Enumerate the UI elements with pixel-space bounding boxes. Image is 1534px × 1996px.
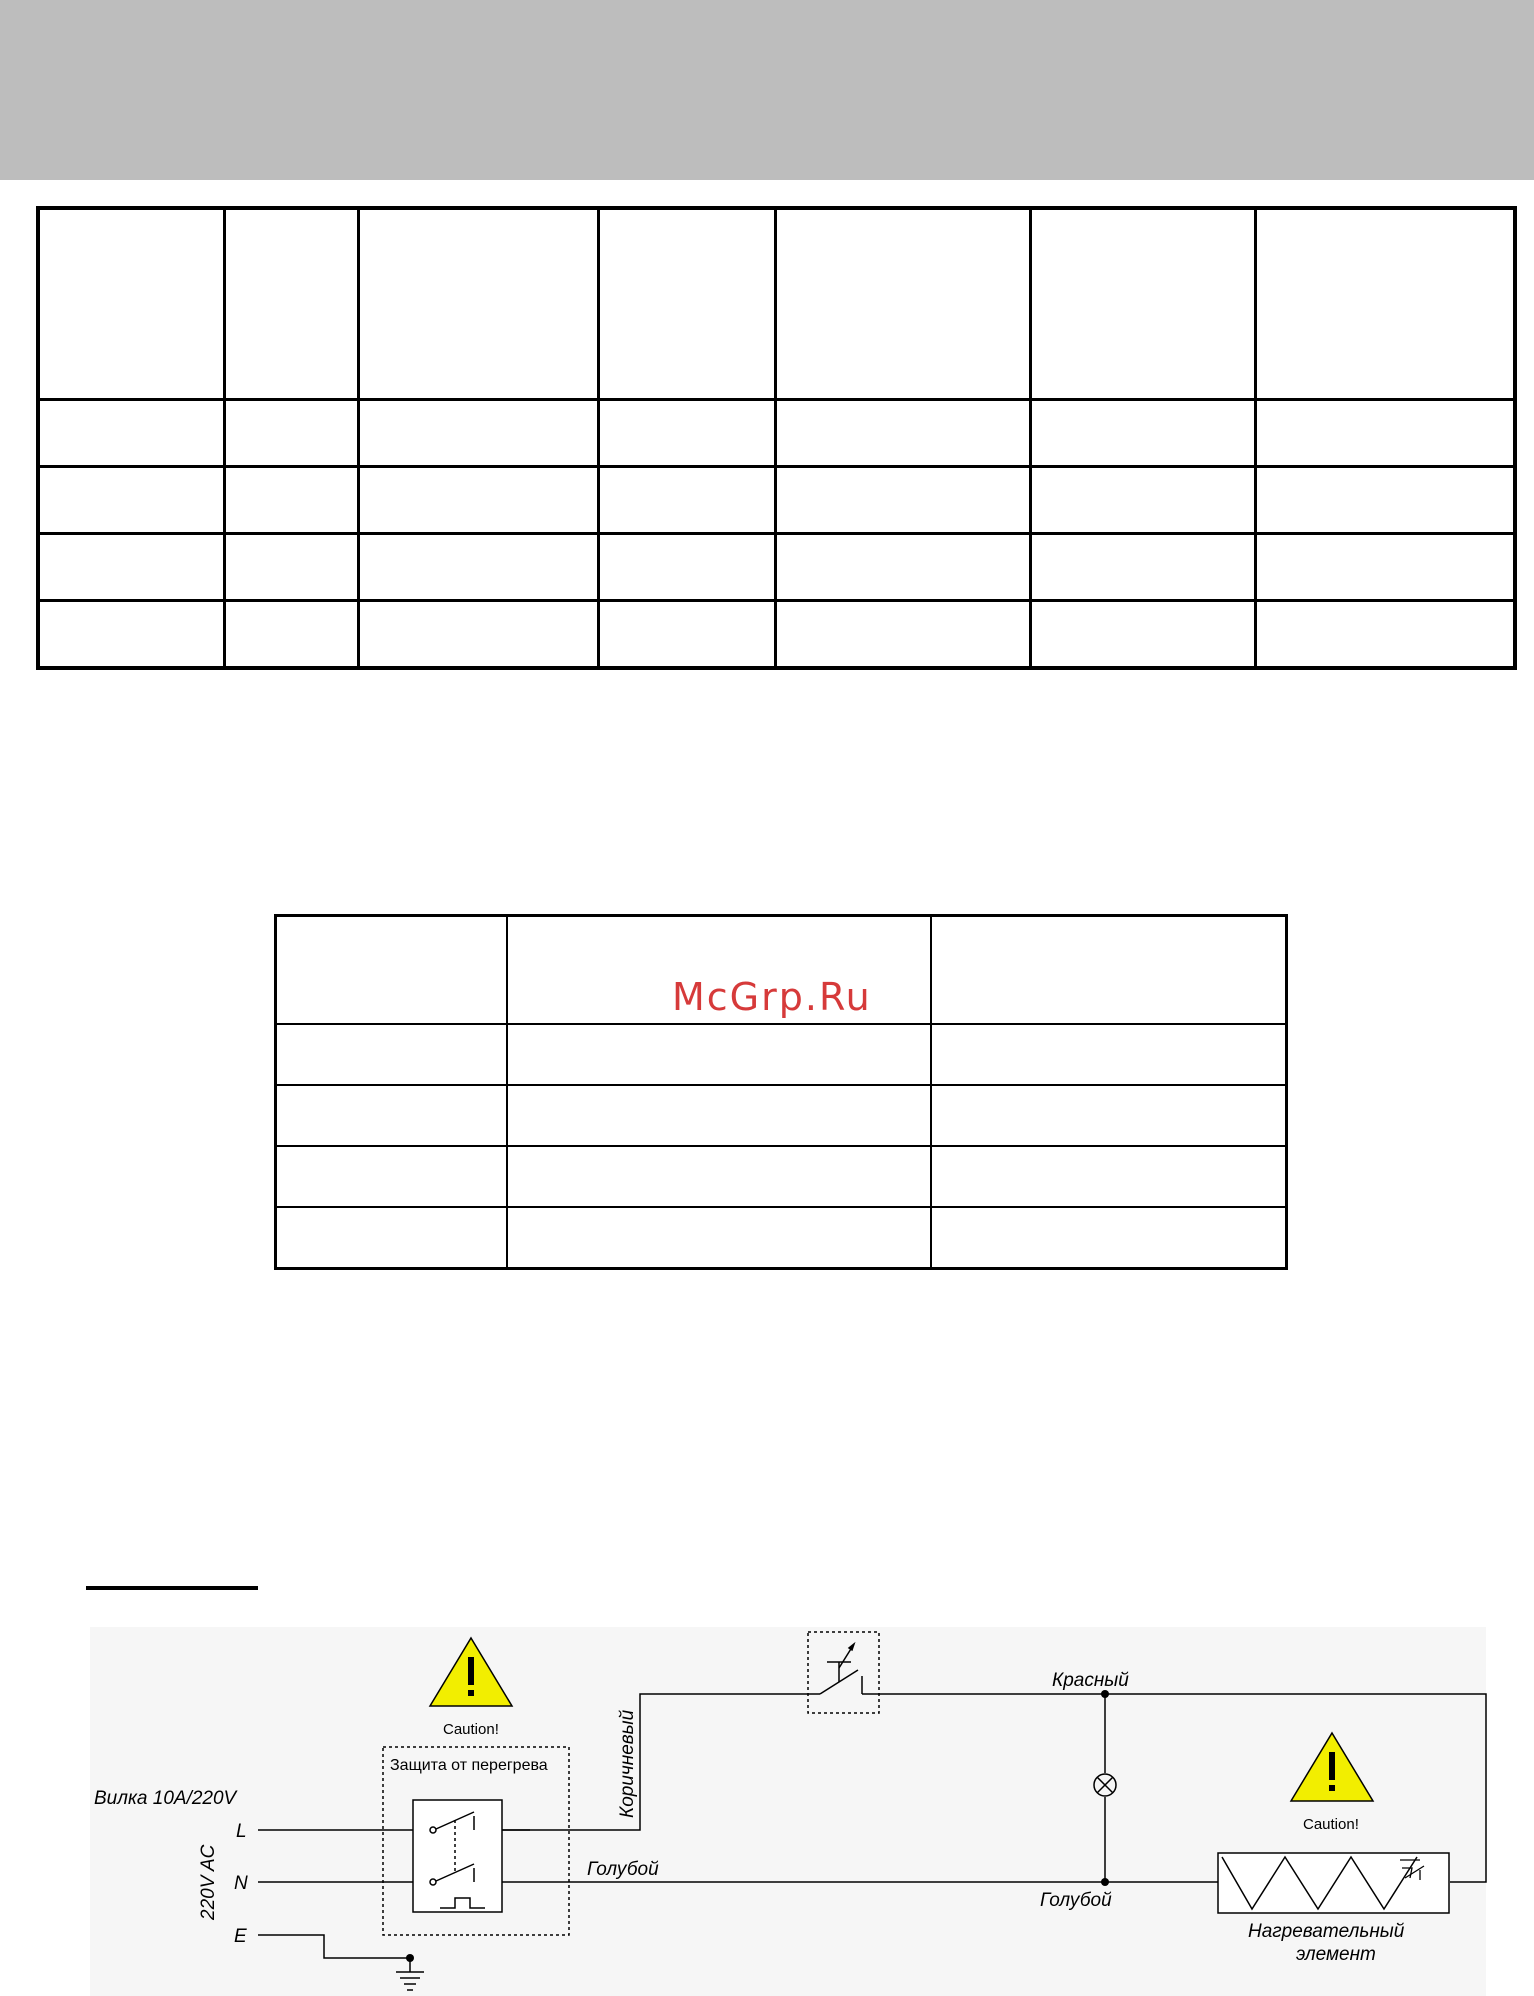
table-cell xyxy=(276,1146,507,1207)
wire-red-label: Красный xyxy=(1052,1670,1129,1691)
table-cell xyxy=(1030,534,1255,601)
table-cell xyxy=(1030,601,1255,669)
plug-label: Вилка 10A/220V xyxy=(94,1788,237,1809)
table-cell xyxy=(38,601,224,669)
table-row xyxy=(38,467,1515,534)
overheat-protection-label: Защита от перегрева xyxy=(390,1757,548,1774)
table-cell xyxy=(276,1207,507,1269)
table-cell xyxy=(598,534,776,601)
table-cell xyxy=(224,400,358,467)
table-cell xyxy=(38,208,224,400)
table-cell xyxy=(1256,534,1515,601)
table-cell xyxy=(598,208,776,400)
heater-label: Нагревательный xyxy=(1248,1921,1405,1942)
table-cell xyxy=(598,400,776,467)
table-cell xyxy=(276,1085,507,1146)
table-cell xyxy=(776,208,1030,400)
table-cell xyxy=(1256,400,1515,467)
table-cell xyxy=(1256,208,1515,400)
table-cell xyxy=(358,534,598,601)
table-cell xyxy=(507,1085,931,1146)
table-cell xyxy=(931,1207,1287,1269)
junction-dot xyxy=(406,1954,414,1962)
table-cell xyxy=(507,1024,931,1085)
table-cell xyxy=(776,400,1030,467)
terminal-l-label: L xyxy=(236,1821,247,1842)
table-row xyxy=(276,1024,1287,1085)
table-cell xyxy=(598,467,776,534)
table-cell xyxy=(1256,467,1515,534)
table-cell xyxy=(358,208,598,400)
overheat-switch-icon xyxy=(413,1800,502,1912)
table-cell xyxy=(38,400,224,467)
table-cell xyxy=(931,916,1287,1025)
voltage-label: 220V AC xyxy=(198,1844,219,1920)
section-heading-underline xyxy=(86,1586,258,1590)
table-row xyxy=(38,601,1515,669)
heater-label: элемент xyxy=(1296,1944,1376,1965)
table-cell xyxy=(776,467,1030,534)
heating-element-icon xyxy=(1218,1853,1449,1913)
table-cell xyxy=(224,601,358,669)
table-cell xyxy=(598,601,776,669)
table-row xyxy=(276,1146,1287,1207)
table-cell xyxy=(507,1207,931,1269)
table-cell xyxy=(776,534,1030,601)
table-cell xyxy=(1030,400,1255,467)
table-cell xyxy=(358,601,598,669)
table-cell xyxy=(931,1146,1287,1207)
wire-blue-label: Голубой xyxy=(1040,1890,1112,1911)
table-cell xyxy=(776,601,1030,669)
caution-label: Caution! xyxy=(1303,1816,1359,1833)
watermark: McGrp.Ru xyxy=(672,975,872,1019)
table-cell xyxy=(224,534,358,601)
modes-table xyxy=(274,914,1288,1270)
table-cell xyxy=(1030,467,1255,534)
table-cell xyxy=(1256,601,1515,669)
wire-brown-label: Коричневый xyxy=(617,1709,638,1818)
table-cell xyxy=(931,1024,1287,1085)
wiring-diagram xyxy=(0,1600,1534,1996)
table-row xyxy=(38,534,1515,601)
terminal-e-label: E xyxy=(234,1926,247,1947)
specs-table xyxy=(36,206,1517,670)
table-cell xyxy=(224,208,358,400)
table-cell xyxy=(358,467,598,534)
table-cell xyxy=(507,1146,931,1207)
junction-dot xyxy=(1101,1878,1109,1886)
junction-dot xyxy=(1101,1690,1109,1698)
table-row xyxy=(276,1085,1287,1146)
table-cell xyxy=(931,1085,1287,1146)
header-bar xyxy=(0,0,1534,180)
table-cell xyxy=(38,467,224,534)
specs-header-row xyxy=(38,208,1515,400)
table-cell xyxy=(1030,208,1255,400)
table-cell xyxy=(358,400,598,467)
table-cell xyxy=(276,916,507,1025)
terminal-n-label: N xyxy=(234,1873,248,1894)
wire-blue-label: Голубой xyxy=(587,1859,659,1880)
table-cell xyxy=(276,1024,507,1085)
table-row xyxy=(38,400,1515,467)
table-cell xyxy=(224,467,358,534)
table-cell xyxy=(38,534,224,601)
caution-label: Caution! xyxy=(443,1721,499,1738)
table-row xyxy=(276,1207,1287,1269)
